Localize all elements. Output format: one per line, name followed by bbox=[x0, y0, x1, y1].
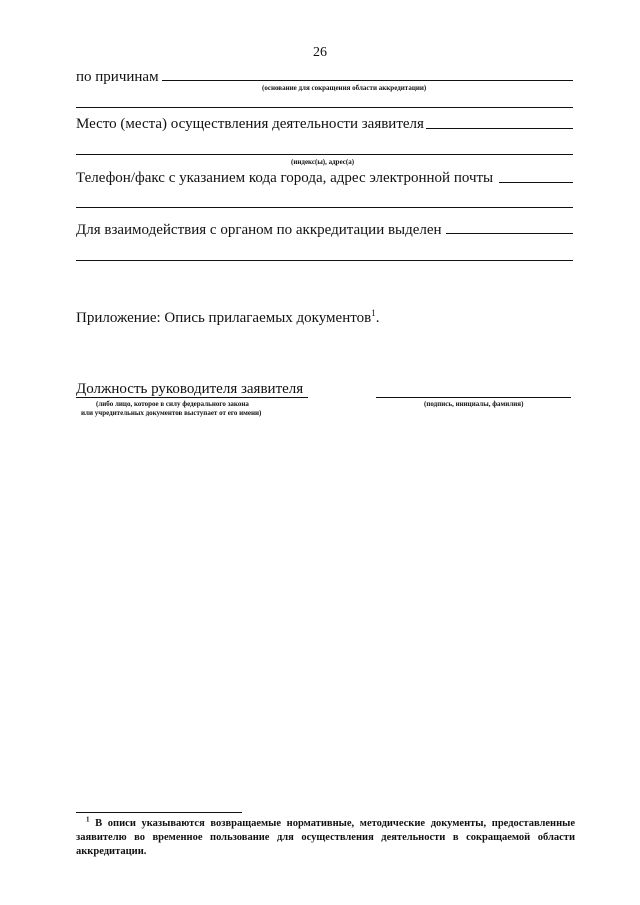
position-caption-1: (либо лицо, которое в силу федерального закона bbox=[96, 400, 249, 408]
appendix-end: . bbox=[375, 310, 380, 326]
interaction-label: Для взаимодействия с органом по аккредитации выделен bbox=[76, 222, 442, 238]
reasons-line bbox=[162, 80, 573, 81]
place-line bbox=[426, 128, 573, 129]
interaction-line bbox=[446, 233, 573, 234]
signature-line bbox=[376, 397, 571, 398]
footnote-mark: 1 bbox=[86, 815, 90, 824]
appendix-footnote-mark: 1 bbox=[371, 308, 376, 318]
phone-line-2 bbox=[76, 207, 573, 208]
place-label: Место (места) осуществления деятельности заявителя bbox=[76, 116, 424, 132]
interaction-line-2 bbox=[76, 260, 573, 261]
reasons-caption: (основание для сокращения области аккредитации) bbox=[262, 84, 427, 92]
reasons-line-2 bbox=[76, 107, 573, 108]
phone-label: Телефон/факс с указанием кода города, адрес электронной почты bbox=[76, 170, 494, 186]
phone-line bbox=[499, 182, 573, 183]
appendix-label bbox=[76, 309, 379, 327]
position-caption-2: или учредительных документов выступает от его имени) bbox=[81, 409, 262, 417]
footnote-separator bbox=[76, 812, 242, 813]
position-label: Должность руководителя заявителя bbox=[76, 381, 304, 397]
position-line bbox=[76, 397, 308, 398]
page-number: 26 bbox=[313, 45, 327, 60]
reasons-label: по причинам bbox=[76, 69, 159, 85]
place-caption: (индекс(ы), адрес(а) bbox=[291, 158, 355, 166]
appendix-text: Приложение: Опись прилагаемых документов bbox=[76, 310, 372, 326]
footnote bbox=[76, 817, 575, 859]
signature-caption: (подпись, инициалы, фамилия) bbox=[424, 400, 524, 408]
footnote-text: В описи указываются возвращаемые нормативные, методические документы, предоставленные заявителю во временное пользование для осуществления деятельности в сокращаемой области аккредитации. bbox=[76, 818, 575, 857]
place-line-2 bbox=[76, 154, 573, 155]
